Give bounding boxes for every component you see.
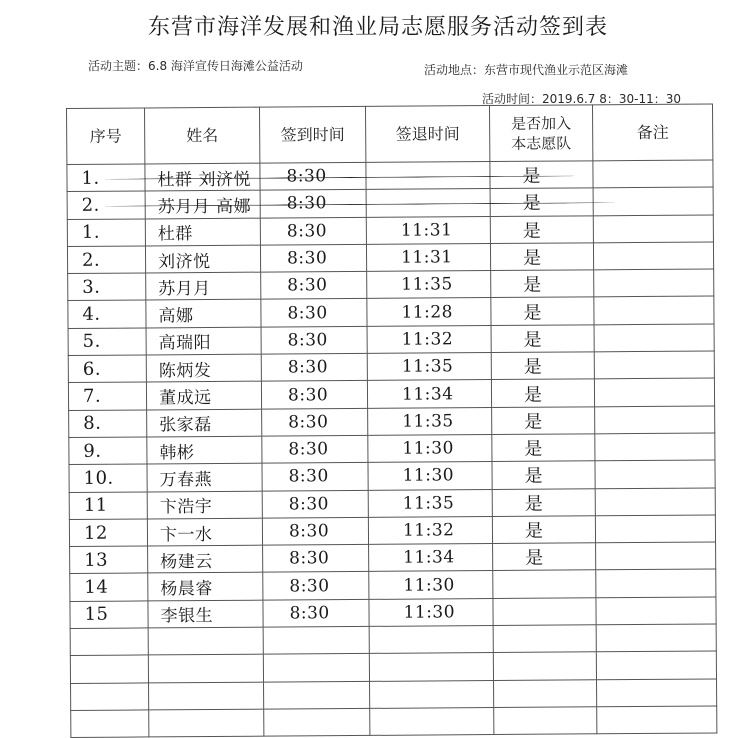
row-remark-cell	[597, 679, 717, 707]
row-name: 卞浩宇	[159, 497, 213, 518]
row-no	[71, 724, 148, 725]
row-join-status: 是	[523, 384, 543, 406]
row-no: 12	[83, 522, 108, 544]
row-checkout-time-cell	[369, 544, 493, 572]
row-remark-cell	[596, 597, 716, 625]
row-name-cell	[148, 654, 263, 682]
row-no-cell	[67, 219, 145, 247]
header-no: 序号	[67, 108, 145, 165]
row-checkin-time: 8:30	[288, 521, 330, 542]
row-no-cell	[69, 519, 147, 547]
row-name: 杨建云	[160, 551, 213, 573]
row-checkin-time: 8:30	[289, 575, 330, 597]
row-checkin-time: 8:30	[287, 275, 328, 296]
row-name-cell	[145, 245, 260, 273]
row-remark-cell	[596, 651, 716, 679]
row-checkout-time-cell	[367, 325, 491, 353]
row-no-cell	[68, 382, 146, 410]
row-checkin-time-cell	[260, 217, 366, 245]
row-checkin-time-cell	[262, 490, 368, 518]
row-checkin-time: 8:30	[287, 384, 329, 405]
row-name: 苏月月	[158, 278, 211, 300]
row-remark-cell	[595, 460, 715, 488]
row-no-cell	[68, 300, 146, 328]
row-checkout-time: 11:30	[402, 438, 454, 459]
row-join-status-cell	[494, 707, 597, 735]
row-no-cell	[70, 655, 148, 683]
row-checkin-time	[264, 722, 369, 723]
row-checkout-time: 11:34	[401, 383, 454, 405]
row-join-status: 是	[522, 193, 542, 215]
row-no: 7.	[82, 385, 102, 407]
row-checkout-time-cell	[367, 298, 491, 326]
row-checkout-time-cell	[370, 680, 494, 708]
sign-in-sheet	[66, 103, 716, 737]
row-join-status-cell	[494, 679, 597, 707]
row-remark-cell	[595, 406, 715, 434]
row-name: 董成远	[158, 388, 212, 409]
row-checkout-time: 11:35	[402, 493, 455, 514]
row-no	[71, 669, 148, 670]
activity-place: 活动地点：东营市现代渔业示范区海滩	[424, 63, 629, 77]
row-checkout-time-cell	[366, 243, 490, 271]
row-name-cell	[147, 518, 262, 546]
row-join-status-cell	[493, 598, 596, 626]
row-join-status	[494, 693, 596, 694]
row-name-cell	[148, 627, 263, 655]
row-checkin-time-cell	[262, 517, 368, 545]
row-join-status: 是	[524, 411, 543, 433]
row-join-status-cell	[493, 543, 596, 571]
row-checkin-time-cell	[261, 272, 367, 300]
row-checkin-time	[264, 640, 369, 641]
row-name	[149, 668, 263, 669]
row-checkin-time-cell	[261, 381, 367, 409]
row-checkout-time-cell	[369, 598, 493, 626]
row-name: 韩彬	[159, 442, 195, 463]
row-join-status-cell	[490, 161, 593, 189]
row-name	[149, 695, 263, 696]
row-checkout-time: 11:35	[402, 411, 454, 432]
row-remark-cell	[595, 433, 715, 461]
row-join-status: 是	[523, 275, 542, 297]
row-checkin-time-cell	[263, 545, 369, 573]
row-remark-cell	[595, 515, 715, 543]
row-join-status: 是	[523, 302, 543, 324]
row-checkin-time: 8:30	[287, 330, 328, 351]
row-checkin-time-cell	[263, 572, 369, 600]
row-name: 卞一水	[159, 524, 213, 545]
row-checkin-time: 8:30	[286, 166, 327, 187]
row-join-status-cell	[491, 325, 594, 353]
header-remark: 备注	[592, 104, 712, 161]
row-join-status-cell	[492, 461, 595, 489]
row-join-status-cell	[493, 652, 596, 680]
row-join-status-cell	[492, 406, 595, 434]
row-join-status	[494, 611, 596, 612]
row-checkout-time: 11:28	[401, 301, 454, 323]
row-checkout-time: 11:35	[401, 356, 454, 377]
row-name-cell	[146, 300, 261, 328]
row-name: 张家磊	[159, 415, 212, 436]
row-no-cell	[67, 246, 145, 274]
row-checkout-time-cell	[367, 271, 491, 299]
row-no-cell	[68, 355, 146, 383]
row-name: 李银生	[160, 606, 214, 627]
row-checkin-time: 8:30	[286, 193, 327, 214]
row-name-cell	[147, 436, 262, 464]
row-no: 14	[84, 576, 109, 598]
row-remark-cell	[594, 269, 714, 297]
row-checkin-time-cell	[261, 326, 367, 354]
row-checkin-time-cell	[263, 626, 369, 654]
row-checkout-time: 11:32	[401, 329, 454, 350]
row-name	[149, 723, 263, 724]
row-checkin-time: 8:30	[286, 220, 328, 242]
row-join-status	[494, 666, 596, 667]
row-join-status: 是	[524, 438, 543, 460]
row-join-status: 是	[525, 547, 544, 570]
row-remark-cell	[595, 488, 715, 516]
row-checkout-time-cell	[368, 489, 492, 517]
sign-in-table	[66, 103, 717, 738]
row-remark-cell	[593, 187, 713, 215]
row-checkout-time: 11:30	[402, 465, 455, 487]
row-no-cell	[70, 628, 148, 656]
row-remark-cell	[593, 160, 713, 188]
row-remark-cell	[596, 624, 716, 652]
row-join-status: 是	[524, 493, 544, 515]
row-no	[71, 642, 148, 643]
row-name-cell	[148, 600, 263, 628]
row-no-cell	[71, 710, 149, 738]
row-checkout-time	[370, 639, 493, 640]
row-name: 苏月月 高娜	[157, 196, 252, 218]
row-checkin-time	[264, 667, 369, 668]
row-name-cell	[147, 491, 262, 519]
row-checkout-time-cell	[370, 707, 494, 735]
row-checkout-time-cell	[368, 462, 492, 490]
row-name: 杨晨睿	[160, 579, 213, 600]
row-checkout-time: 11:30	[403, 602, 456, 623]
row-no: 11	[83, 494, 108, 517]
row-checkout-time-cell	[367, 353, 491, 381]
row-checkout-time: 11:31	[400, 247, 453, 268]
row-checkin-time: 8:30	[289, 548, 330, 569]
row-remark-cell	[594, 351, 714, 379]
table-header-row	[67, 104, 713, 165]
row-checkout-time-cell	[367, 380, 491, 408]
row-name: 高瑞阳	[158, 333, 212, 354]
row-checkout-time: 11:30	[403, 574, 455, 596]
row-join-status-cell	[490, 243, 593, 271]
header-join	[489, 105, 592, 162]
row-checkin-time-cell	[262, 435, 368, 463]
row-remark-cell	[594, 296, 714, 324]
row-name-cell	[149, 682, 264, 710]
row-checkin-time	[264, 695, 369, 696]
row-join-status	[494, 720, 596, 721]
row-remark-cell	[594, 378, 714, 406]
row-join-status-cell	[493, 570, 596, 598]
row-remark-cell	[593, 215, 713, 243]
row-no-cell	[68, 273, 146, 301]
row-no: 4.	[82, 303, 101, 326]
row-no: 2.	[81, 249, 101, 271]
row-no: 8.	[83, 413, 102, 435]
row-join-status-cell	[491, 270, 594, 298]
row-remark-cell	[597, 706, 717, 734]
row-name-cell	[147, 463, 262, 491]
row-remark-cell	[596, 569, 716, 597]
page-title: 东营市海洋发展和渔业局志愿服务活动签到表	[147, 15, 608, 40]
row-name-cell	[146, 382, 261, 410]
row-checkout-time: 11:34	[403, 547, 455, 568]
row-checkin-time: 8:30	[286, 248, 328, 269]
row-checkin-time: 8:30	[288, 493, 330, 515]
activity-time: 活动时间：2019.6.7 8：30-11：30	[482, 92, 682, 106]
row-no	[71, 696, 148, 697]
row-no: 1.	[81, 167, 100, 189]
row-name-cell	[145, 218, 260, 246]
row-checkin-time-cell	[261, 299, 367, 327]
row-checkout-time-cell	[368, 435, 492, 463]
row-checkin-time-cell	[263, 599, 369, 627]
row-remark-cell	[594, 324, 714, 352]
row-no-cell	[69, 437, 147, 465]
row-join-status: 是	[524, 466, 544, 488]
row-name	[149, 641, 263, 642]
row-name-cell	[146, 354, 261, 382]
row-join-status-cell	[490, 215, 593, 243]
row-no: 3.	[82, 276, 101, 298]
row-no-cell	[70, 546, 148, 574]
row-checkout-time-cell	[368, 516, 492, 544]
row-checkout-time-cell	[369, 626, 493, 654]
header-join-line1: 是否加入	[511, 113, 572, 133]
row-name: 杜群	[157, 224, 193, 245]
row-checkin-time: 8:30	[288, 466, 329, 487]
row-checkout-time: 11:32	[402, 520, 455, 541]
row-join-status: 是	[523, 356, 543, 379]
row-name-cell	[147, 409, 262, 437]
activity-theme: 活动主题：6.8 海洋宣传日海滩公益活动	[88, 59, 303, 73]
row-name-cell	[148, 545, 263, 573]
header-checkout: 签退时间	[365, 106, 489, 163]
table-row	[71, 706, 717, 738]
row-checkout-time: 11:35	[401, 274, 453, 295]
row-no-cell	[69, 410, 147, 438]
row-join-status-cell	[493, 625, 596, 653]
row-join-status-cell	[492, 516, 595, 544]
row-join-status-cell	[491, 352, 594, 380]
row-no: 2.	[81, 194, 100, 216]
row-checkin-time-cell	[264, 708, 370, 736]
row-join-status-cell	[492, 434, 595, 462]
row-checkout-time	[370, 694, 493, 695]
row-join-status	[494, 639, 596, 640]
row-join-status: 是	[524, 520, 544, 542]
header-checkin: 签到时间	[259, 106, 365, 163]
row-no-cell	[70, 601, 148, 629]
row-remark-cell	[596, 542, 716, 570]
row-checkin-time-cell	[262, 408, 368, 436]
row-remark-cell	[593, 242, 713, 270]
row-checkout-time: 11:31	[400, 220, 453, 241]
row-name: 刘济悦	[158, 251, 211, 272]
row-no: 6.	[82, 358, 102, 380]
row-join-status-cell	[491, 297, 594, 325]
row-name: 陈炳发	[158, 360, 212, 382]
row-checkin-time: 8:30	[287, 302, 328, 324]
row-checkout-time-cell	[366, 216, 490, 244]
row-name: 万春燕	[159, 469, 213, 491]
header-join-line2: 本志愿队	[511, 133, 572, 153]
row-checkout-time-cell	[369, 571, 493, 599]
row-no: 13	[84, 549, 109, 571]
row-checkout-time	[370, 721, 493, 722]
row-name: 杜群 刘济悦	[157, 169, 251, 191]
row-join-status: 是	[523, 329, 543, 351]
row-join-status-cell	[491, 379, 594, 407]
row-join-status-cell	[492, 488, 595, 516]
row-name-cell	[146, 272, 261, 300]
row-no: 5.	[82, 331, 101, 353]
row-no-cell	[71, 683, 149, 711]
row-checkout-time	[370, 667, 493, 668]
row-join-status: 是	[522, 165, 542, 187]
row-checkin-time-cell	[261, 353, 367, 381]
row-checkin-time: 8:30	[287, 357, 329, 378]
header-name: 姓名	[145, 107, 260, 164]
row-checkin-time-cell	[260, 244, 366, 272]
row-no-cell	[69, 492, 147, 520]
row-join-status: 是	[522, 220, 542, 242]
row-join-status: 是	[522, 247, 542, 269]
row-name-cell	[149, 709, 264, 737]
row-name-cell	[148, 573, 263, 601]
row-checkin-time-cell	[264, 681, 370, 709]
row-name-cell	[146, 327, 261, 355]
row-no: 9.	[83, 440, 102, 462]
row-checkin-time: 8:30	[288, 439, 329, 460]
row-checkin-time-cell	[263, 654, 369, 682]
row-no-cell	[70, 573, 148, 601]
row-checkin-time-cell	[262, 463, 368, 491]
row-no: 15	[84, 604, 109, 626]
row-checkout-time-cell	[368, 407, 492, 435]
row-no: 10.	[83, 467, 114, 489]
row-name: 高娜	[158, 306, 194, 327]
row-checkin-time: 8:30	[288, 411, 329, 433]
row-join-status	[493, 584, 595, 585]
row-no-cell	[69, 464, 147, 492]
row-checkout-time-cell	[369, 653, 493, 681]
row-checkin-time: 8:30	[289, 603, 330, 624]
row-no-cell	[68, 328, 146, 356]
row-no: 1.	[81, 221, 101, 244]
